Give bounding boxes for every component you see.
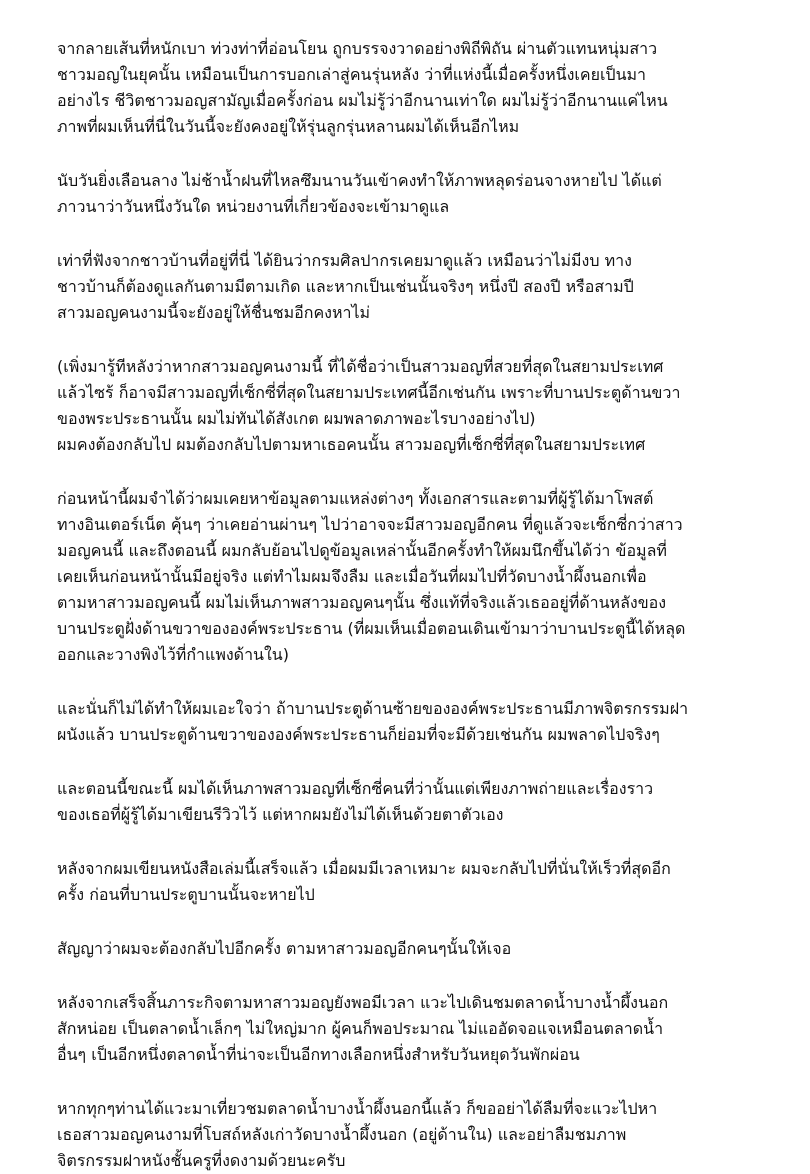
- text-line: ของเธอที่ผู้รู้ได้มาเขียนรีวิวไว้ แต่หากผมยังไม่ได้เห็นด้วยตาตัวเอง: [57, 805, 504, 824]
- text-line: แล้วไซร้ ก็อาจมีสาวมอญที่เซ็กซี่ที่สุดในสยามประเทศนี้อีกเช่นกัน เพราะที่บานประตูด้านขวา: [57, 383, 681, 402]
- text-line: ตามหาสาวมอญคนนี้ ผมไม่เห็นภาพสาวมอญคนๆนั้น ซึ่งแท้ที่จริงแล้วเธออยู่ที่ด้านหลังของ: [57, 593, 667, 612]
- text-line: ชาวบ้านก็ต้องดูแลกันตามมีตามเกิด และหากเป็นเช่นนั้นจริงๆ หนึ่งปี สองปี หรือสามปี: [57, 277, 634, 296]
- text-line: และนั่นก็ไม่ได้ทำให้ผมเอะใจว่า ถ้าบานประตูด้านซ้ายขององค์พระประธานมีภาพจิตรกรรมฝา: [57, 699, 689, 718]
- text-line: หากทุกๆท่านได้แวะมาเที่ยวชมตลาดน้ำบางน้ำผึ้งนอกนี้แล้ว ก็ขออย่าได้ลืมที่จะแวะไปหา: [57, 1099, 658, 1118]
- paragraph: [57, 696, 780, 748]
- text-line: ชาวมอญในยุคนั้น เหมือนเป็นการบอกเล่าสู่คนรุ่นหลัง ว่าที่แห่งนี้เมื่อครั้งหนึ่งเคยเป็นมา: [57, 65, 647, 84]
- paragraph: [57, 1096, 780, 1174]
- text-line: สาวมอญคนงามนี้จะยังอยู่ให้ชื่นชมอีกคงหาไม่: [57, 303, 371, 322]
- text-line: ทางอินเตอร์เน็ต คุ้นๆ ว่าเคยอ่านผ่านๆ ไปว่าอาจจะมีสาวมอญอีกคน ที่ดูแล้วจะเซ็กซี่กว่าสาว: [57, 515, 683, 534]
- paragraph: [57, 776, 780, 828]
- text-line: และตอนนี้ขณะนี้ ผมได้เห็นภาพสาวมอญที่เซ็กซี่คนที่ว่านั้นแต่เพียงภาพถ่ายและเรื่องราว: [57, 779, 654, 798]
- text-line: หลังจากผมเขียนหนังสือเล่มนี้เสร็จแล้ว เมื่อผมมีเวลาเหมาะ ผมจะกลับไปที่นั่นให้เร็วที่สุดอีก: [57, 859, 671, 878]
- text-line: อื่นๆ เป็นอีกหนึ่งตลาดน้ำที่น่าจะเป็นอีกทางเลือกหนึ่งสำหรับวันหยุดวันพักผ่อน: [57, 1045, 580, 1064]
- text-line: บานประตูฝั่งด้านขวาขององค์พระประธาน (ที่ผมเห็นเมื่อตอนเดินเข้ามาว่าบานประตูนี้ได้หลุด: [57, 619, 686, 638]
- paragraph: [57, 990, 780, 1068]
- text-line: สักหน่อย เป็นตลาดน้ำเล็กๆ ไม่ใหญ่มาก ผู้คนก็พอประมาณ ไม่แออัดจอแจเหมือนตลาดน้ำ: [57, 1019, 664, 1038]
- text-line: เธอสาวมอญคนงามที่โบสถ์หลังเก่าวัดบางน้ำผึ้งนอก (อยู่ด้านใน) และอย่าลืมชมภาพ: [57, 1125, 627, 1144]
- paragraph: [57, 856, 780, 908]
- paragraph: [57, 36, 780, 140]
- text-line: ภาวนาว่าวันหนึ่งวันใด หน่วยงานที่เกี่ยวข้องจะเข้ามาดูแล: [57, 197, 450, 216]
- text-line: เท่าที่ฟังจากชาวบ้านที่อยู่ที่นี่ ได้ยินว่ากรมศิลปากรเคยมาดูแล้ว เหมือนว่าไม่มีงบ ทาง: [57, 251, 632, 270]
- text-line: ออกและวางพิงไว้ที่กำแพงด้านใน): [57, 645, 289, 664]
- text-line: ก่อนหน้านี้ผมจำได้ว่าผมเคยหาข้อมูลตามแหล่งต่างๆ ทั้งเอกสารและตามที่ผู้รู้ได้มาโพสต์: [57, 489, 654, 508]
- text-line: จิตรกรรมฝาหนังชั้นครูที่งดงามด้วยนะครับ: [57, 1151, 346, 1170]
- text-line: ครั้ง ก่อนที่บานประตูบานนั้นจะหายไป: [57, 885, 315, 904]
- text-line: มอญคนนี้ และถึงตอนนี้ ผมกลับย้อนไปดูข้อมูลเหล่านั้นอีกครั้งทำให้ผมนึกขึ้นได้ว่า ข้อมูลที่: [57, 541, 667, 560]
- paragraph: [57, 354, 780, 458]
- text-line: ภาพที่ผมเห็นที่นี่ในวันนี้จะยังคงอยู่ให้รุ่นลูกรุ่นหลานผมได้เห็นอีกไหม: [57, 117, 520, 136]
- text-line: ผมคงต้องกลับไป ผมต้องกลับไปตามหาเธอคนนั้น สาวมอญที่เซ็กซี่ที่สุดในสยามประเทศ: [57, 435, 646, 454]
- text-line: สัญญาว่าผมจะต้องกลับไปอีกครั้ง ตามหาสาวมอญอีกคนๆนั้นให้เจอ: [57, 939, 512, 958]
- text-line: ผนังแล้ว บานประตูด้านขวาขององค์พระประธานก็ย่อมที่จะมีด้วยเช่นกัน ผมพลาดไปจริงๆ: [57, 725, 660, 744]
- text-line: หลังจากเสร็จสิ้นภาระกิจตามหาสาวมอญยังพอมีเวลา แวะไปเดินชมตลาดน้ำบางน้ำผึ้งนอก: [57, 993, 669, 1012]
- paragraph: [57, 486, 780, 668]
- text-line: อย่างไร ชีวิตชาวมอญสามัญเมื่อครั้งก่อน ผมไม่รู้ว่าอีกนานเท่าใด ผมไม่รู้ว่าอีกนานแค่ไหน: [57, 91, 668, 110]
- paragraph: [57, 936, 780, 962]
- text-line: (เพิ่งมารู้ทีหลังว่าหากสาวมอญคนงามนี้ ที่ได้ชื่อว่าเป็นสาวมอญที่สวยที่สุดในสยามประเทศ: [57, 357, 664, 376]
- text-line: นับวันยิ่งเลือนลาง ไม่ช้าน้ำฝนที่ไหลซึมนานวันเข้าคงทำให้ภาพหลุดร่อนจางหายไป ได้แต่: [57, 171, 662, 190]
- paragraph: [57, 168, 780, 220]
- text-line: จากลายเส้นที่หนักเบา ท่วงท่าที่อ่อนโยน ถูกบรรจงวาดอย่างพิถีพิถัน ผ่านตัวแทนหนุ่มสาว: [57, 39, 658, 58]
- paragraph: [57, 248, 780, 326]
- text-line: เคยเห็นก่อนหน้านั้นมีอยู่จริง แต่ทำไมผมจึงลืม และเมื่อวันที่ผมไปที่วัดบางน้ำผึ้งนอกเพื่อ: [57, 567, 647, 586]
- text-line: ของพระประธานนั้น ผมไม่ทันได้สังเกต ผมพลาดภาพอะไรบางอย่างไป): [57, 409, 536, 428]
